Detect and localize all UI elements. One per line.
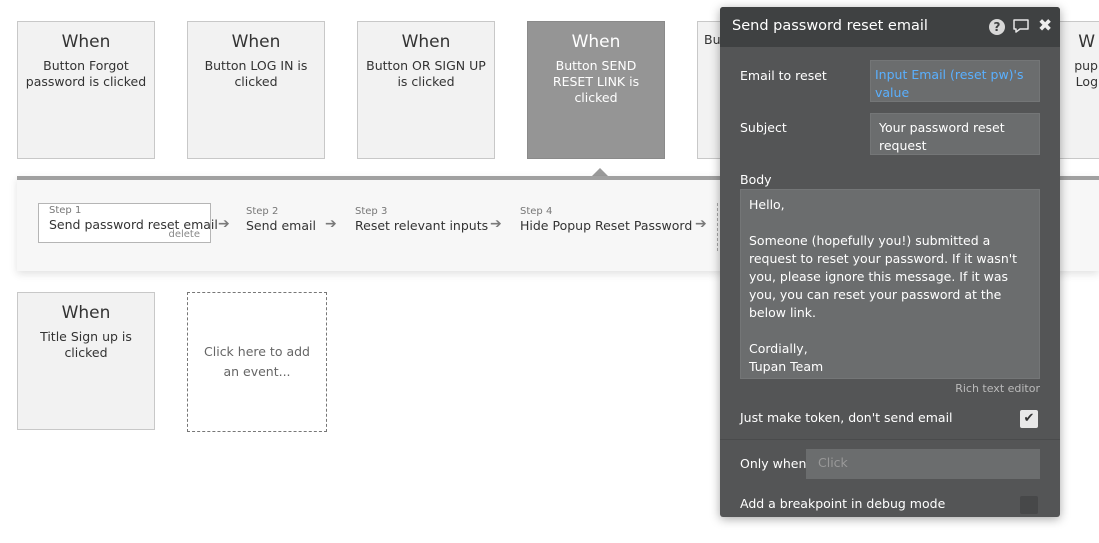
comment-icon[interactable] (1012, 18, 1030, 38)
step-4[interactable] (520, 206, 692, 234)
step-3[interactable] (355, 206, 488, 234)
event-card-send-reset-link[interactable] (527, 21, 665, 159)
step-2[interactable] (246, 206, 316, 234)
step-number: Step 3 (355, 206, 388, 217)
rich-text-editor-link[interactable]: Rich text editor (955, 382, 1040, 395)
event-description: Bu (704, 32, 721, 47)
step-name: Reset relevant inputs (355, 218, 489, 233)
event-card-title-sign-up[interactable] (17, 292, 155, 430)
event-description: Title Sign up is clicked (40, 329, 132, 360)
step-name: Send email (246, 218, 316, 233)
subject-label: Subject (740, 120, 787, 135)
help-icon[interactable]: ? (989, 19, 1005, 35)
action-editor-panel (720, 7, 1060, 517)
arrow-right-icon: ➔ (695, 216, 707, 232)
panel-header (720, 7, 1060, 47)
event-when-label: When (401, 32, 451, 52)
token-only-label: Just make token, don't send email (740, 410, 953, 425)
step-name: Hide Popup Reset Password (520, 218, 693, 233)
breakpoint-label: Add a breakpoint in debug mode (740, 496, 946, 511)
event-when-label: When (231, 32, 281, 52)
breakpoint-checkbox[interactable] (1020, 496, 1038, 514)
body-label: Body (740, 172, 772, 187)
only-when-label: Only when (740, 456, 807, 471)
close-icon[interactable]: ✖ (1038, 16, 1053, 36)
event-when-label: When (571, 32, 621, 52)
event-when-label: When (61, 32, 111, 52)
step-number: Step 4 (520, 206, 553, 217)
selected-event-caret (592, 168, 608, 176)
arrow-right-icon: ➔ (218, 216, 230, 232)
email-to-reset-field[interactable]: Input Email (reset pw)'s value (870, 60, 1040, 102)
email-to-reset-label: Email to reset (740, 68, 827, 83)
add-event-button[interactable]: Click here to add an event... (187, 292, 327, 432)
token-only-checkbox[interactable]: ✔ (1020, 410, 1038, 428)
event-description: pup Log (1074, 58, 1098, 89)
event-when-label: W (1078, 32, 1095, 52)
step-number: Step 2 (246, 206, 279, 217)
event-card-login[interactable] (187, 21, 325, 159)
divider (720, 439, 1060, 440)
event-card-or-sign-up[interactable] (357, 21, 495, 159)
event-card-forgot-password[interactable] (17, 21, 155, 159)
step-1[interactable] (38, 203, 218, 243)
arrow-right-icon: ➔ (325, 216, 337, 232)
step-name: Send password reset email (49, 217, 218, 232)
delete-step-link[interactable]: delete (168, 229, 200, 240)
step-number: Step 1 (49, 205, 82, 216)
event-description: Button OR SIGN UP is clicked (366, 58, 486, 89)
event-when-label: When (61, 303, 111, 323)
event-description: Button LOG IN is clicked (204, 58, 308, 89)
event-description: Button SEND RESET LINK is clicked (552, 58, 640, 105)
body-field[interactable]: Hello, Someone (hopefully you!) submitted a request to reset your password. If it wasn't you, please ignore this message. If it was you, you can reset your password at the below link. Cordially, Tupan Team (740, 189, 1040, 379)
subject-field[interactable]: Your password reset request (870, 113, 1040, 155)
only-when-input[interactable]: Click (806, 449, 1040, 479)
event-description: Button Forgot password is clicked (25, 58, 147, 89)
arrow-right-icon: ➔ (490, 216, 502, 232)
panel-title: Send password reset email (732, 18, 928, 34)
